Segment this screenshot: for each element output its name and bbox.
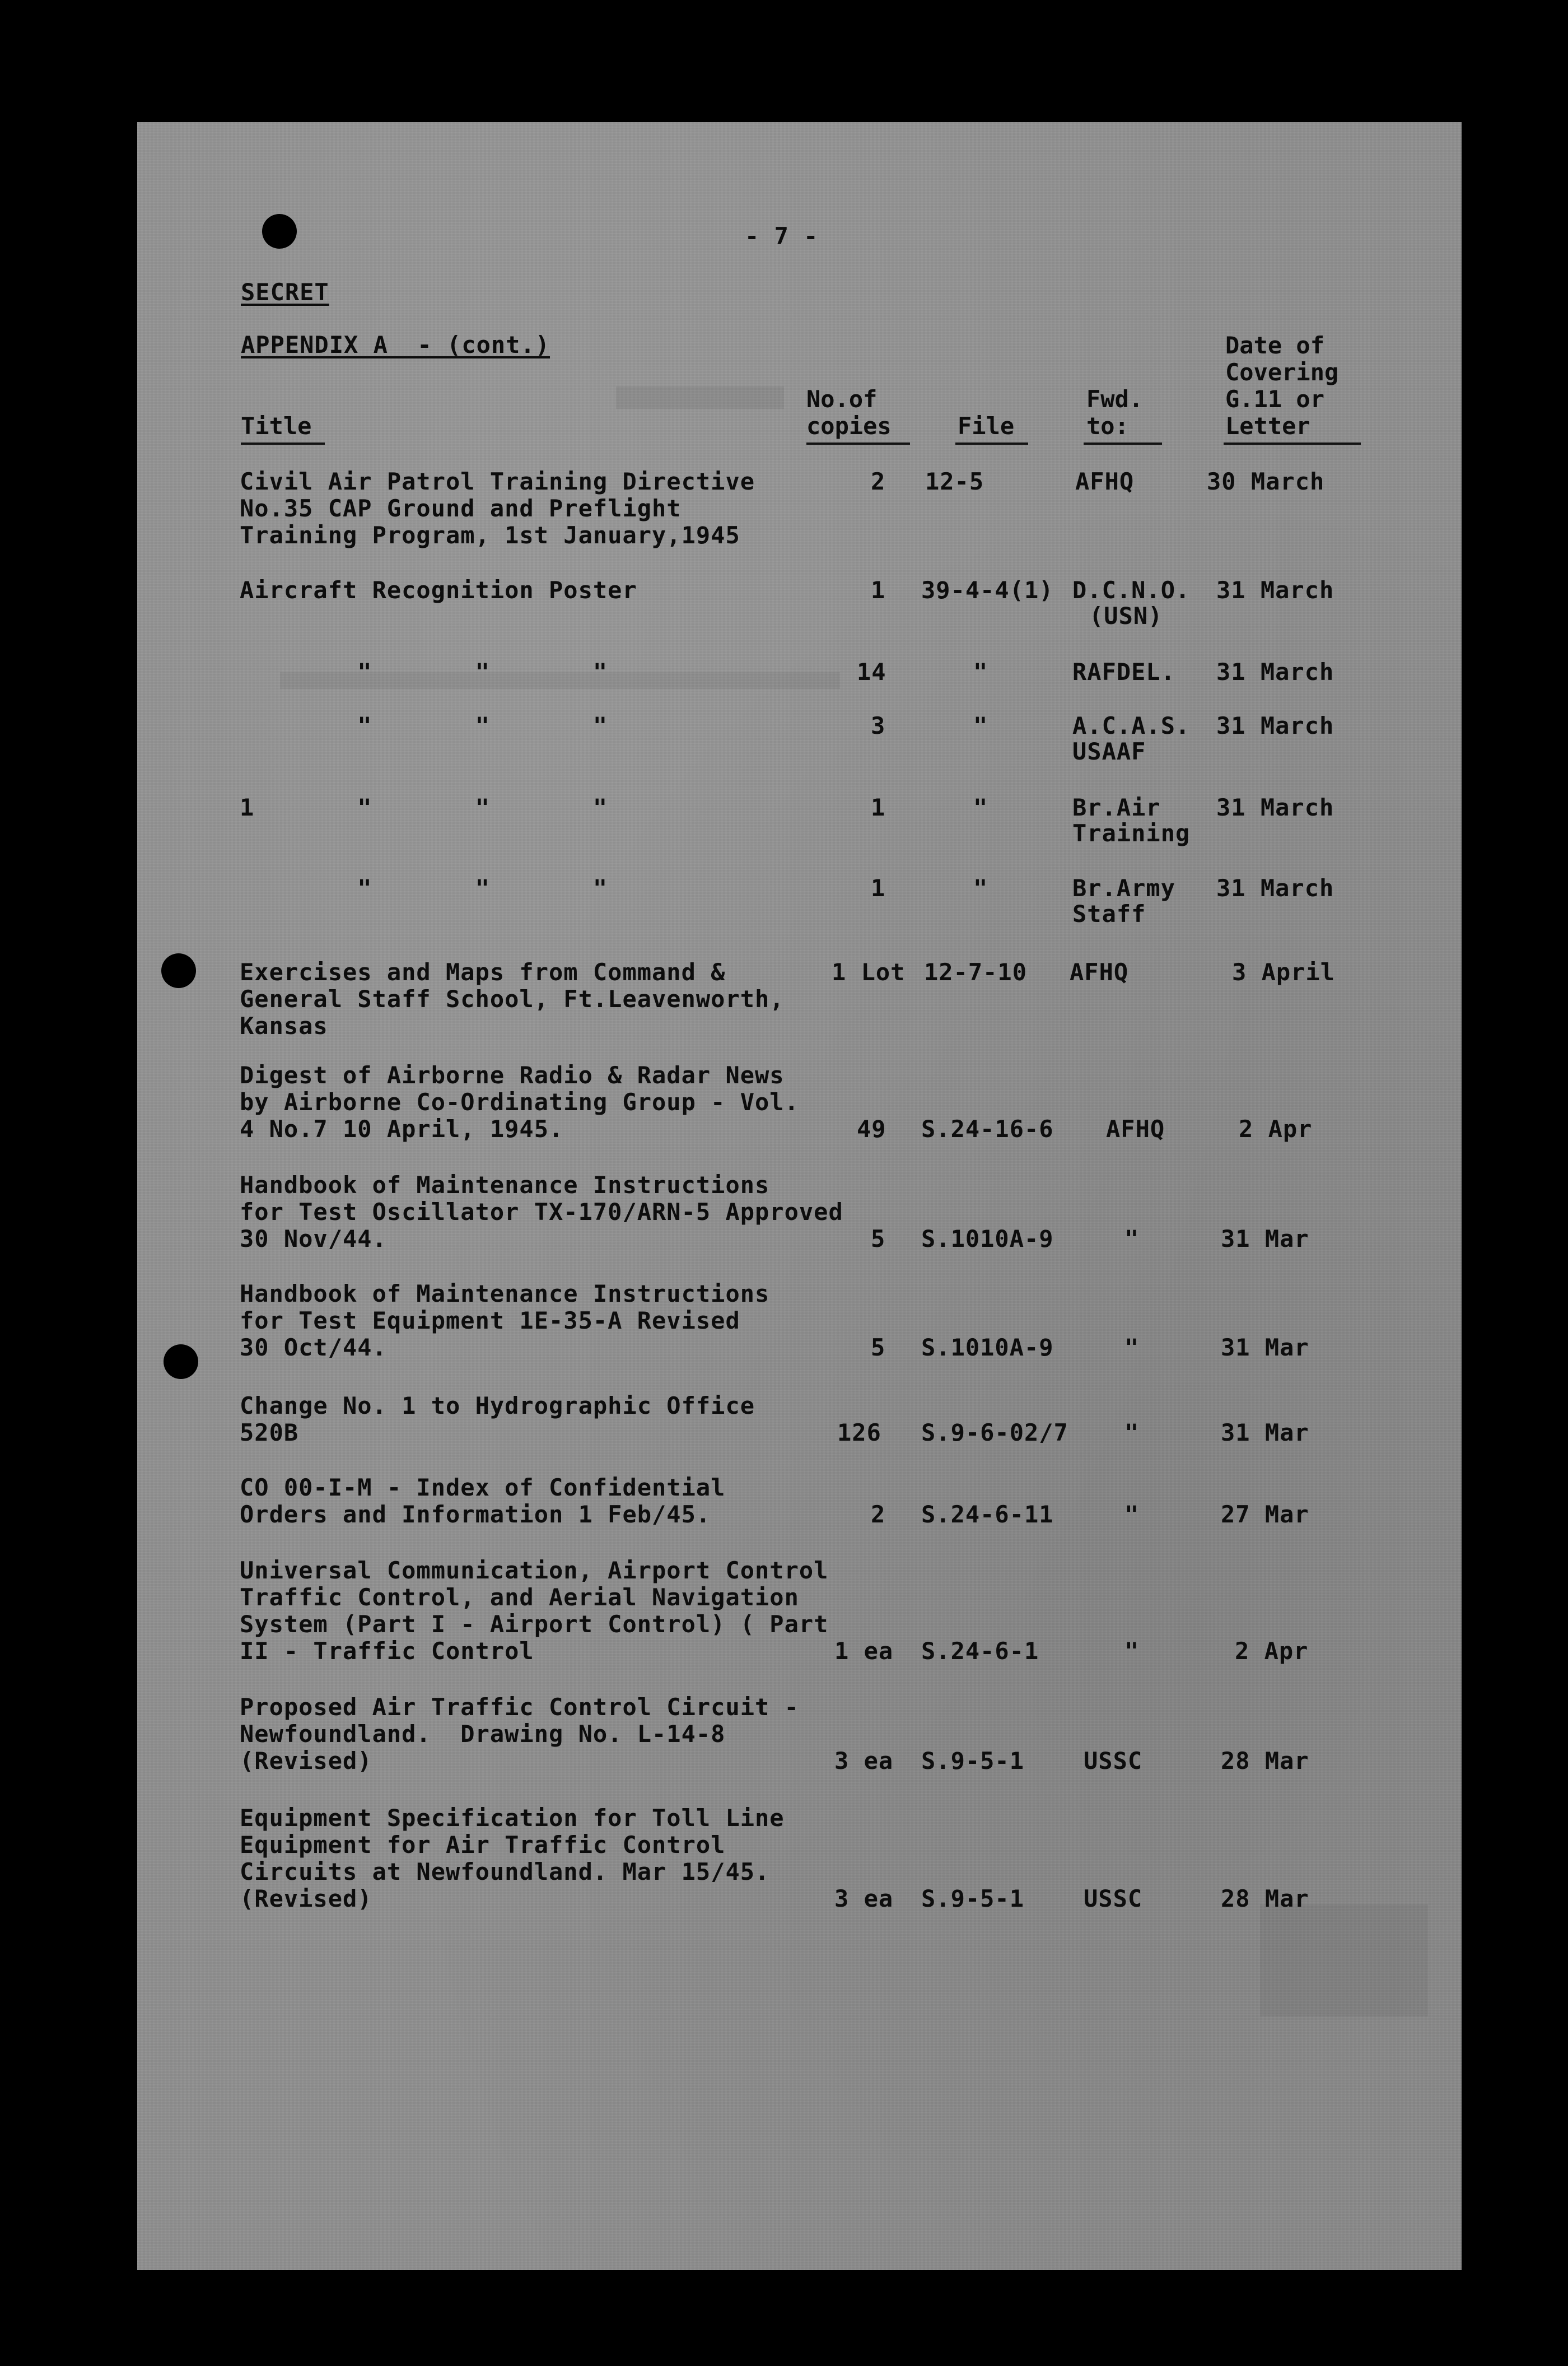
row-date: 31 Mar: [1221, 1225, 1309, 1252]
row-file: ": [973, 874, 988, 902]
header-underline-date: [1224, 443, 1361, 445]
row-title-line: " " ": [240, 712, 608, 739]
row-forwarded-to: AFHQ: [1075, 468, 1135, 495]
column-header-date-line4: Letter: [1225, 412, 1310, 440]
row-file: ": [973, 794, 988, 821]
header-underline-fwd: [1084, 443, 1162, 445]
row-copies: 2: [871, 468, 886, 495]
row-date: 2 Apr: [1239, 1115, 1313, 1143]
row-copies: 1: [871, 794, 886, 821]
column-header-date-line1: Date of: [1225, 332, 1325, 359]
row-forwarded-to: Training: [1072, 819, 1191, 847]
row-date: 2 Apr: [1235, 1637, 1309, 1665]
row-forwarded-to: (USN): [1089, 602, 1163, 630]
row-copies: 126: [837, 1419, 881, 1446]
row-title-line: 30 Nov/44.: [240, 1225, 387, 1252]
row-file: ": [973, 712, 988, 739]
row-title-line: (Revised): [240, 1885, 372, 1912]
column-header-date-line3: G.11 or: [1225, 385, 1325, 413]
row-title-line: Digest of Airborne Radio & Radar News: [240, 1061, 785, 1089]
row-file: S.9-6-02/7: [921, 1419, 1068, 1446]
row-forwarded-to: D.C.N.O.: [1072, 576, 1191, 604]
row-title-line: Exercises and Maps from Command &: [240, 958, 726, 986]
row-copies: 5: [871, 1334, 886, 1361]
row-title-line: Orders and Information 1 Feb/45.: [240, 1501, 711, 1528]
row-file: S.24-6-1: [921, 1637, 1039, 1665]
row-file: S.9-5-1: [921, 1885, 1025, 1912]
row-copies: 3 ea: [834, 1747, 894, 1775]
row-forwarded-to: Br.Army: [1072, 874, 1176, 902]
row-date: 31 March: [1216, 874, 1334, 902]
row-forwarded-to: USAAF: [1072, 738, 1146, 765]
row-title-line: for Test Equipment 1E-35-A Revised: [240, 1307, 740, 1334]
row-date: 30 March: [1207, 468, 1325, 495]
row-title-line: Traffic Control, and Aerial Navigation: [240, 1583, 799, 1611]
row-title-line: Circuits at Newfoundland. Mar 15/45.: [240, 1858, 770, 1885]
row-forwarded-to: A.C.A.S.: [1072, 712, 1191, 739]
row-title-line: " " ": [240, 658, 608, 686]
row-date: 31 March: [1216, 794, 1334, 821]
row-copies: 14: [857, 658, 886, 686]
column-header-date-line2: Covering: [1225, 358, 1339, 386]
row-title-line: II - Traffic Control: [240, 1637, 534, 1665]
row-forwarded-to: USSC: [1084, 1747, 1143, 1775]
row-date: 27 Mar: [1221, 1501, 1309, 1528]
row-copies: 1 Lot: [832, 958, 906, 986]
classification-marking: SECRET: [241, 278, 329, 306]
row-forwarded-to: Staff: [1072, 900, 1146, 928]
appendix-heading: APPENDIX A - (cont.): [241, 331, 550, 358]
row-title-line: Equipment for Air Traffic Control: [240, 1831, 726, 1859]
row-title-line: No.35 CAP Ground and Preflight: [240, 495, 682, 522]
row-forwarded-to: ": [1124, 1419, 1140, 1446]
row-title-line: 30 Oct/44.: [240, 1334, 387, 1361]
row-title-line: CO 00-I-M - Index of Confidential: [240, 1474, 726, 1501]
header-underline-file: [955, 443, 1028, 445]
row-title-line: Aircraft Recognition Poster: [240, 576, 637, 604]
row-date: 28 Mar: [1221, 1747, 1309, 1775]
row-copies: 3 ea: [834, 1885, 894, 1912]
column-header-copies-line1: No.of: [806, 385, 878, 413]
row-copies: 49: [857, 1115, 886, 1143]
row-date: 3 April: [1232, 958, 1336, 986]
row-title-line: Proposed Air Traffic Control Circuit -: [240, 1693, 799, 1721]
punch-hole-bottom: [164, 1344, 198, 1379]
column-header-title: Title: [241, 412, 312, 440]
row-forwarded-to: AFHQ: [1106, 1115, 1165, 1143]
row-copies: 2: [871, 1501, 886, 1528]
row-forwarded-to: AFHQ: [1070, 958, 1129, 986]
row-file: ": [973, 658, 988, 686]
bleed-through-mark: [1260, 1904, 1428, 2016]
column-header-copies-line2: copies: [806, 412, 892, 440]
row-title-line: Universal Communication, Airport Control: [240, 1557, 829, 1584]
row-copies: 5: [871, 1225, 886, 1252]
row-date: 31 March: [1216, 658, 1334, 686]
header-underline-copies: [806, 443, 910, 445]
row-title-line: General Staff School, Ft.Leavenworth,: [240, 985, 785, 1013]
row-forwarded-to: ": [1124, 1225, 1140, 1252]
row-date: 28 Mar: [1221, 1885, 1309, 1912]
row-title-line: Handbook of Maintenance Instructions: [240, 1280, 770, 1307]
row-forwarded-to: ": [1124, 1501, 1140, 1528]
row-title-line: by Airborne Co-Ordinating Group - Vol.: [240, 1088, 799, 1116]
header-underline-title: [241, 443, 325, 445]
row-title-line: 4 No.7 10 April, 1945.: [240, 1115, 564, 1143]
page-number: - 7 -: [745, 222, 819, 250]
row-title-line: for Test Oscillator TX-170/ARN-5 Approved: [240, 1198, 843, 1226]
row-title-line: Handbook of Maintenance Instructions: [240, 1171, 770, 1199]
punch-hole-middle: [161, 953, 196, 988]
row-file: S.9-5-1: [921, 1747, 1025, 1775]
row-title-line: Change No. 1 to Hydrographic Office: [240, 1392, 755, 1419]
row-title-line: (Revised): [240, 1747, 372, 1775]
row-copies: 1 ea: [834, 1637, 894, 1665]
column-header-file: File: [958, 412, 1015, 440]
row-copies: 3: [871, 712, 886, 739]
column-header-fwd-line1: Fwd.: [1086, 385, 1144, 413]
row-copies: 1: [871, 576, 886, 604]
row-file: S.1010A-9: [921, 1334, 1054, 1361]
row-date: 31 March: [1216, 712, 1334, 739]
row-copies: 1: [871, 874, 886, 902]
row-file: 39-4-4(1): [921, 576, 1054, 604]
row-title-line: System (Part I - Airport Control) ( Part: [240, 1610, 829, 1638]
row-title-line: Equipment Specification for Toll Line: [240, 1804, 785, 1832]
row-file: S.1010A-9: [921, 1225, 1054, 1252]
row-title-line: Newfoundland. Drawing No. L-14-8: [240, 1720, 726, 1748]
row-date: 31 Mar: [1221, 1334, 1309, 1361]
row-title-line: Civil Air Patrol Training Directive: [240, 468, 755, 495]
row-date: 31 March: [1216, 576, 1334, 604]
bleed-through-mark: [616, 386, 784, 409]
row-file: 12-5: [925, 468, 984, 495]
row-title-line: " " ": [240, 874, 608, 902]
column-header-fwd-line2: to:: [1086, 412, 1129, 440]
row-file: S.24-6-11: [921, 1501, 1054, 1528]
row-title-line: 520B: [240, 1419, 299, 1446]
punch-hole-top: [262, 214, 297, 249]
row-file: 12-7-10: [924, 958, 1028, 986]
row-forwarded-to: Br.Air: [1072, 794, 1161, 821]
row-forwarded-to: RAFDEL.: [1072, 658, 1176, 686]
row-title-line: 1 " " ": [240, 794, 608, 821]
row-forwarded-to: ": [1124, 1637, 1140, 1665]
row-forwarded-to: USSC: [1084, 1885, 1143, 1912]
row-date: 31 Mar: [1221, 1419, 1309, 1446]
row-forwarded-to: ": [1124, 1334, 1140, 1361]
row-title-line: Kansas: [240, 1012, 328, 1040]
row-title-line: Training Program, 1st January,1945: [240, 521, 740, 549]
row-file: S.24-16-6: [921, 1115, 1054, 1143]
